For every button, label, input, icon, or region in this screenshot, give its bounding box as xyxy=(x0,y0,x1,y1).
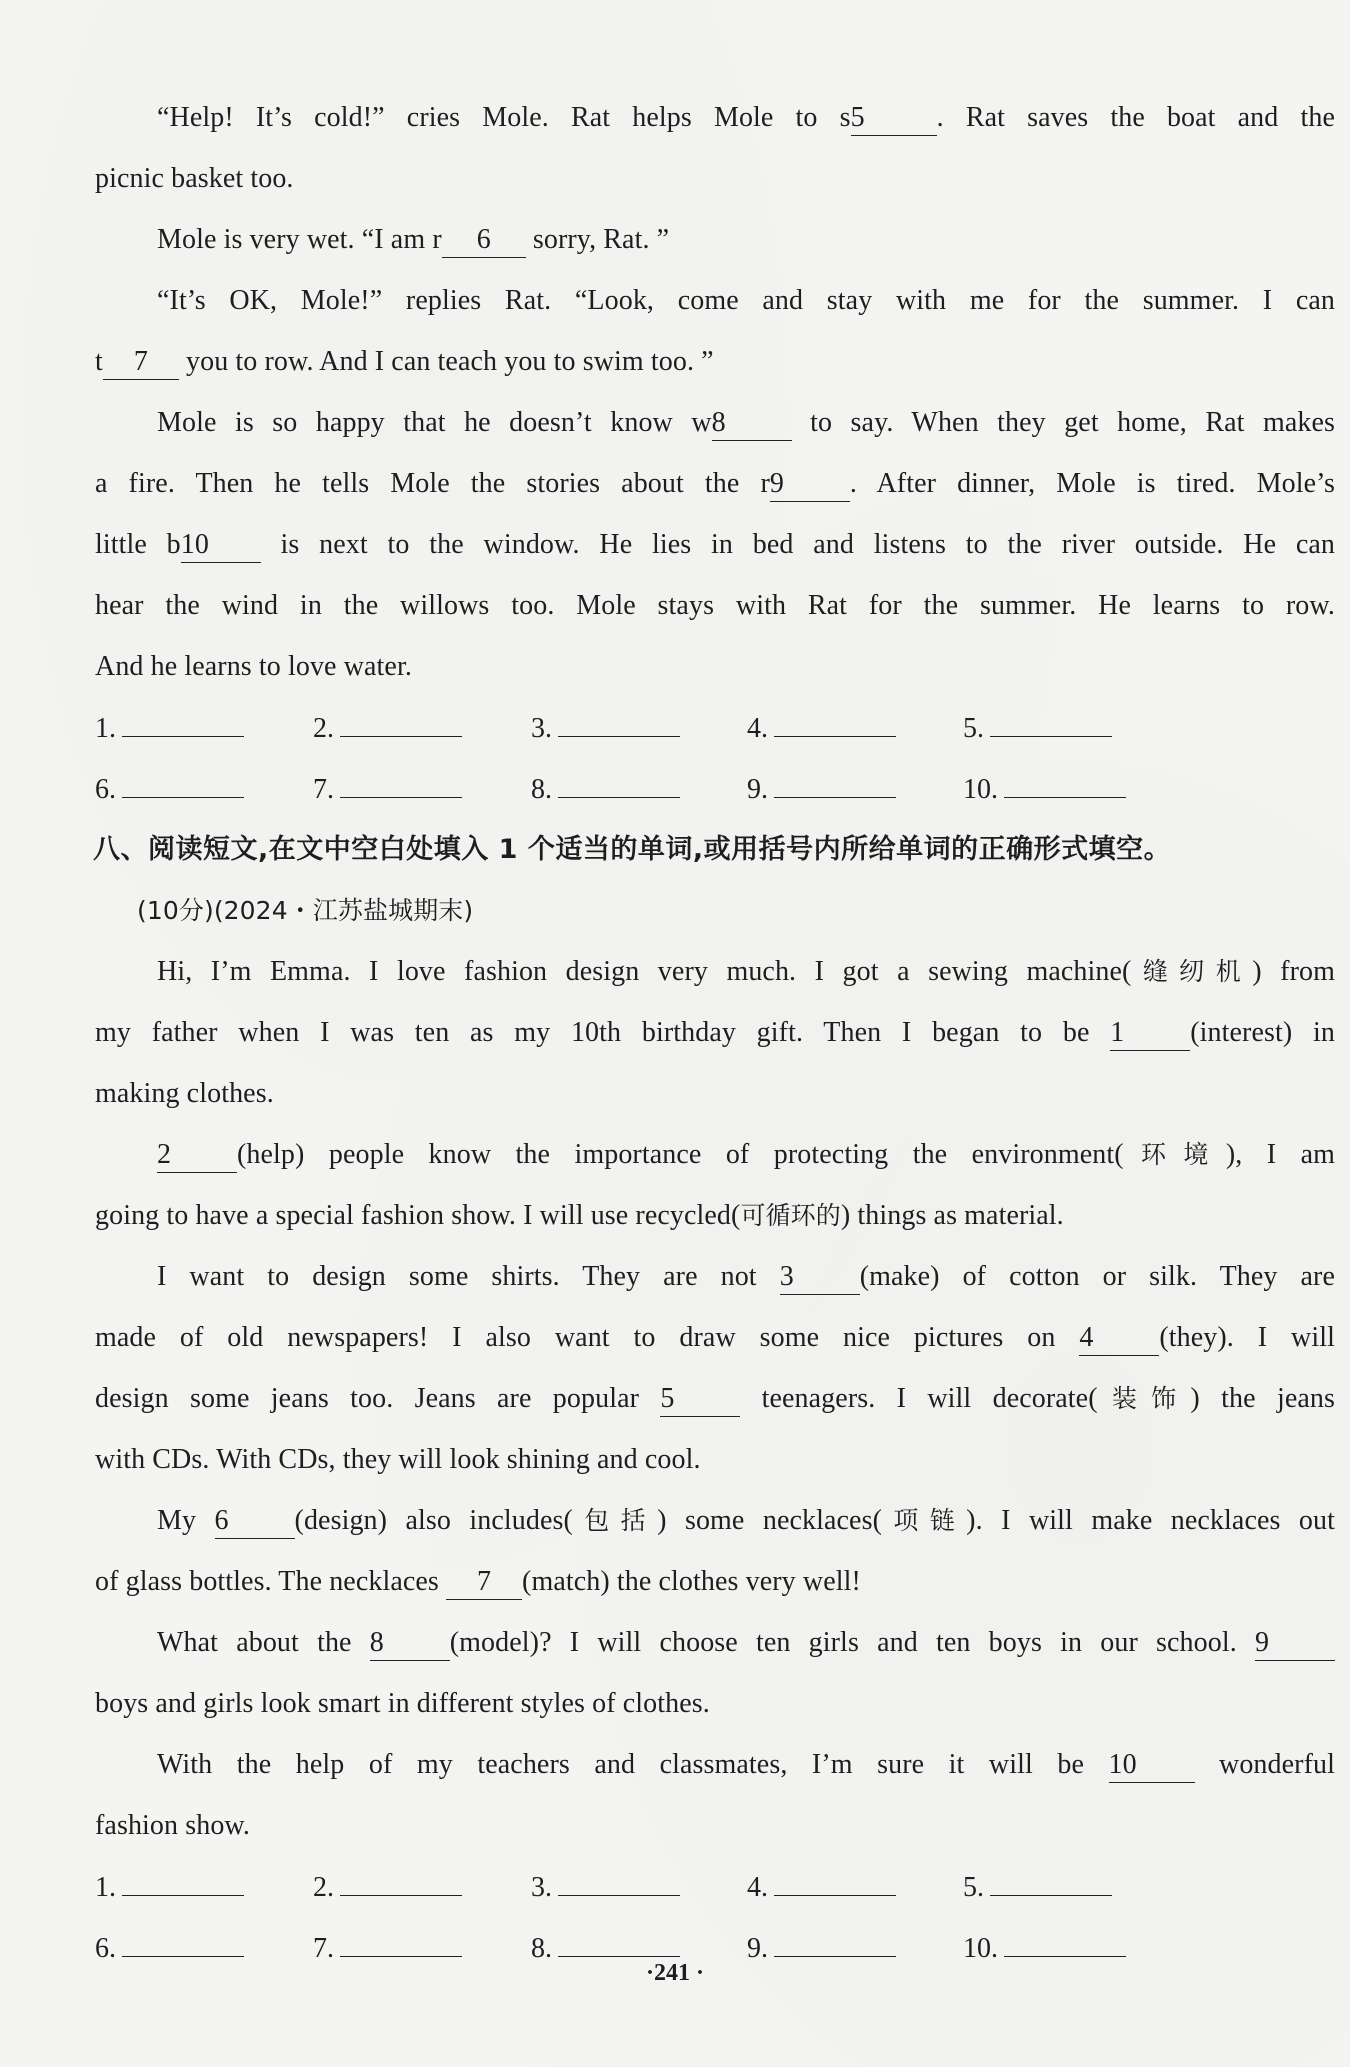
text: ), I am xyxy=(1225,1139,1336,1170)
fill-blank[interactable]: 7 xyxy=(103,347,179,380)
answer-number: 8. xyxy=(531,774,552,805)
text: wonderful xyxy=(1219,1749,1335,1780)
answer-slot[interactable] xyxy=(531,1861,680,1914)
text: to say. When they get home, Rat makes xyxy=(791,407,1335,438)
text: (help) people know the importance of protecting the environment( xyxy=(237,1139,1124,1170)
chinese-gloss: 环境 xyxy=(1123,1140,1226,1169)
answer-number: 3. xyxy=(531,1872,552,1903)
fill-blank[interactable]: 9 xyxy=(1255,1628,1335,1661)
answer-slot[interactable] xyxy=(963,1861,1112,1914)
text: hear the wind in the willows too. Mole stays with Rat for the summer. He learns to row. xyxy=(95,590,1335,621)
fill-blank[interactable]: 10 xyxy=(181,530,261,563)
text: ) from xyxy=(1252,956,1335,987)
fill-blank[interactable]: 8 xyxy=(712,408,792,441)
fill-blank[interactable]: 6 xyxy=(215,1506,295,1539)
answer-number: 6. xyxy=(95,1933,116,1964)
text: . After dinner, Mole is tired. Mole’s xyxy=(849,468,1335,499)
section-subheading: (10分)(2024・江苏盐城期末) xyxy=(137,896,474,925)
text: I want to design some shirts. They are not xyxy=(157,1261,757,1292)
text: teenagers. I will decorate( xyxy=(761,1383,1098,1414)
passage2-line xyxy=(95,1251,1335,1312)
passage2-line xyxy=(95,1495,1335,1556)
answer-slot[interactable] xyxy=(963,702,1112,755)
answer-line[interactable] xyxy=(122,763,244,798)
text: “It’s OK, Mole!” replies Rat. “Look, come and stay with me for the summer. I can xyxy=(157,285,1335,316)
passage2-line xyxy=(95,1617,1335,1678)
answer-line[interactable] xyxy=(774,763,896,798)
text: (make) of cotton or silk. They are xyxy=(859,1261,1335,1292)
text: ) things as material. xyxy=(840,1200,1064,1231)
section-heading-line xyxy=(93,824,1335,885)
answer-number: 3. xyxy=(531,713,552,744)
passage2-line xyxy=(95,1190,1335,1251)
fill-blank[interactable]: 3 xyxy=(780,1262,860,1295)
fill-blank[interactable]: 7 xyxy=(446,1567,522,1600)
answer-number: 6. xyxy=(95,774,116,805)
text: “Help! It’s cold!” cries Mole. Rat helps Mole to s xyxy=(157,102,851,133)
passage2-line xyxy=(95,1556,1335,1617)
passage2-line xyxy=(95,1739,1335,1800)
text: My xyxy=(157,1505,197,1536)
text: is next to the window. He lies in bed and listens to the river outside. He can xyxy=(260,529,1336,560)
text: (match) the clothes very well! xyxy=(522,1566,861,1597)
fill-blank[interactable]: 5 xyxy=(660,1384,740,1417)
answer-line[interactable] xyxy=(340,1922,462,1957)
answer-number: 7. xyxy=(313,1933,334,1964)
answer-slot[interactable] xyxy=(531,702,680,755)
passage1-line xyxy=(95,153,1335,214)
answer-slot[interactable] xyxy=(313,1861,462,1914)
answer-number: 9. xyxy=(747,1933,768,1964)
answer-slot[interactable] xyxy=(747,1861,896,1914)
answer-number: 10. xyxy=(963,774,998,805)
passage2-line xyxy=(95,1678,1335,1739)
answer-slot[interactable] xyxy=(747,702,896,755)
passage1-line xyxy=(95,519,1335,580)
passage2-line xyxy=(95,1129,1335,1190)
answer-row xyxy=(95,1861,1335,1922)
text: little b xyxy=(95,529,181,560)
text: (model)? I will choose ten girls and ten boys in our school. xyxy=(449,1627,1237,1658)
answer-line[interactable] xyxy=(774,1922,896,1957)
passage1-line xyxy=(95,214,1335,275)
text: ) some necklaces( xyxy=(657,1505,883,1536)
passage1-line xyxy=(95,397,1335,458)
text: Mole is very wet. “I am r xyxy=(157,224,442,255)
answer-number: 4. xyxy=(747,1872,768,1903)
answer-slot[interactable] xyxy=(95,763,244,816)
fill-blank[interactable]: 6 xyxy=(442,225,526,258)
answer-row xyxy=(95,763,1335,824)
answer-slot[interactable] xyxy=(95,702,244,755)
passage1-line xyxy=(95,336,1335,397)
answer-line[interactable] xyxy=(558,1922,680,1957)
text: With the help of my teachers and classmates, I’m sure it will be xyxy=(157,1749,1085,1780)
chinese-gloss: 项链 xyxy=(882,1506,967,1535)
text: design some jeans too. Jeans are popular xyxy=(95,1383,640,1414)
answer-line[interactable] xyxy=(990,702,1112,737)
passage2-line xyxy=(95,1373,1335,1434)
fill-blank[interactable]: 10 xyxy=(1109,1750,1195,1783)
text: . Rat saves the boat and the xyxy=(936,102,1335,133)
passage2-line xyxy=(95,1434,1335,1495)
text: Hi, I’m Emma. I love fashion design very much. I got a sewing machine( xyxy=(157,956,1132,987)
answer-number: 10. xyxy=(963,1933,998,1964)
fill-blank[interactable]: 1 xyxy=(1110,1018,1190,1051)
text: What about the xyxy=(157,1627,352,1658)
answer-line[interactable] xyxy=(122,1922,244,1957)
chinese-gloss: 可循环的 xyxy=(740,1201,841,1230)
passage2-line xyxy=(95,1312,1335,1373)
fill-blank[interactable]: 5 xyxy=(851,103,937,136)
answer-slot[interactable] xyxy=(313,763,462,816)
answer-slot[interactable] xyxy=(963,763,1126,816)
answer-line[interactable] xyxy=(774,702,896,737)
answer-number: 4. xyxy=(747,713,768,744)
text: (design) also includes( xyxy=(294,1505,573,1536)
answer-slot[interactable] xyxy=(95,1861,244,1914)
passage2-line xyxy=(95,1007,1335,1068)
answer-line[interactable] xyxy=(774,1861,896,1896)
answer-line[interactable] xyxy=(340,702,462,737)
passage1-line xyxy=(95,580,1335,641)
answer-number: 9. xyxy=(747,774,768,805)
text: made of old newspapers! I also want to draw some nice pictures on xyxy=(95,1322,1056,1353)
chinese-gloss: 包括 xyxy=(572,1506,658,1535)
chinese-gloss: 缝纫机 xyxy=(1131,957,1253,986)
answer-slot[interactable] xyxy=(313,702,462,755)
passage1-line xyxy=(95,641,1335,702)
fill-blank[interactable]: 8 xyxy=(370,1628,450,1661)
passage2-line xyxy=(95,1800,1335,1861)
text: (they). I will xyxy=(1159,1322,1335,1353)
text: you to row. And I can teach you to swim too. ” xyxy=(178,346,714,377)
answer-line[interactable] xyxy=(990,1861,1112,1896)
text: ) the jeans xyxy=(1190,1383,1335,1414)
text: sorry, Rat. ” xyxy=(525,224,670,255)
answer-line[interactable] xyxy=(340,1861,462,1896)
text: fashion show. xyxy=(95,1810,251,1841)
answer-number: 1. xyxy=(95,713,116,744)
answer-number: 8. xyxy=(531,1933,552,1964)
text: of glass bottles. The necklaces xyxy=(95,1566,439,1597)
fill-blank[interactable]: 9 xyxy=(770,469,850,502)
answer-line[interactable] xyxy=(340,763,462,798)
text: (interest) in xyxy=(1190,1017,1335,1048)
answer-number: 5. xyxy=(963,1872,984,1903)
answer-line[interactable] xyxy=(1004,1922,1126,1957)
page-number: ·241 · xyxy=(645,1960,704,1986)
text: a fire. Then he tells Mole the stories about the r xyxy=(95,468,770,499)
passage2-line xyxy=(95,1068,1335,1129)
text: with CDs. With CDs, they will look shining and cool. xyxy=(95,1444,701,1475)
answer-line[interactable] xyxy=(558,702,680,737)
passage1-line xyxy=(95,92,1335,153)
answer-line[interactable] xyxy=(1004,763,1126,798)
answer-number: 2. xyxy=(313,1872,334,1903)
answer-slot[interactable] xyxy=(531,763,680,816)
answer-slot[interactable] xyxy=(747,763,896,816)
answer-number: 5. xyxy=(963,713,984,744)
fill-blank[interactable]: 4 xyxy=(1079,1323,1159,1356)
section-heading: 八、阅读短文,在文中空白处填入 1 个适当的单词,或用括号内所给单词的正确形式填空。 xyxy=(93,834,1172,865)
page-content xyxy=(95,92,1335,1983)
passage1-line xyxy=(95,458,1335,519)
text: making clothes. xyxy=(95,1078,274,1109)
answer-row xyxy=(95,702,1335,763)
text: boys and girls look smart in different styles of clothes. xyxy=(95,1688,710,1719)
text: ). I will make necklaces out xyxy=(966,1505,1335,1536)
answer-number: 1. xyxy=(95,1872,116,1903)
answer-number: 7. xyxy=(313,774,334,805)
fill-blank[interactable]: 2 xyxy=(157,1140,237,1173)
text: my father when I was ten as my 10th birthday gift. Then I began to be xyxy=(95,1017,1090,1048)
answer-line[interactable] xyxy=(122,1861,244,1896)
answer-line[interactable] xyxy=(122,702,244,737)
chinese-gloss: 装饰 xyxy=(1097,1384,1191,1413)
text: Mole is so happy that he doesn’t know w xyxy=(157,407,712,438)
text: And he learns to love water. xyxy=(95,651,412,682)
passage2-line xyxy=(95,946,1335,1007)
answer-line[interactable] xyxy=(558,1861,680,1896)
section-subheading-line xyxy=(95,885,1335,946)
text: going to have a special fashion show. I will use recycled( xyxy=(95,1200,741,1231)
text: picnic basket too. xyxy=(95,163,294,194)
passage1-line xyxy=(95,275,1335,336)
answer-number: 2. xyxy=(313,713,334,744)
text: t xyxy=(95,346,103,377)
answer-line[interactable] xyxy=(558,763,680,798)
